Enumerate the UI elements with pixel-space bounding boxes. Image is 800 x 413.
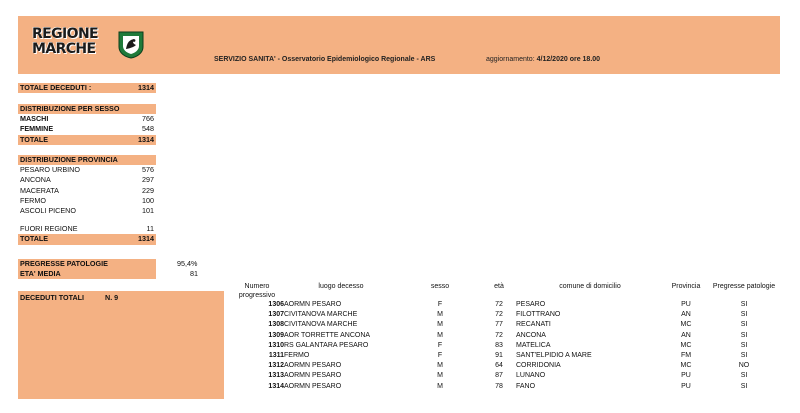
provincia-block (18, 155, 156, 245)
sesso-total-row (18, 135, 156, 145)
patologie-value: 95,4% (177, 259, 198, 268)
provincia-label: ASCOLI PICENO (20, 205, 76, 215)
cell-eta: 91 (495, 352, 503, 360)
cell-patologie: SI (740, 301, 748, 308)
maschi-value: 766 (142, 114, 154, 124)
patologie-row (18, 259, 156, 269)
cell-patologie: SI (740, 352, 748, 360)
cell-comune: ANCONA (516, 331, 546, 339)
cell-sesso: M (437, 362, 443, 370)
eta-row (18, 269, 156, 279)
table-row (230, 331, 780, 341)
cell-comune: FILOTTRANO (516, 311, 561, 319)
cell-comune: LUNANO (516, 372, 546, 380)
col-header-luogo: luogo decesso (318, 283, 364, 290)
cell-patologie: SI (740, 321, 748, 329)
provincia-label: PESARO URBINO (20, 165, 80, 175)
cell-luogo: AOR TORRETTE ANCONA (284, 331, 371, 339)
col-header-provincia: Provincia (671, 283, 701, 290)
cell-sesso: M (437, 311, 443, 319)
update-label: aggiornamento: (486, 56, 535, 63)
cell-numero: 1309 (268, 331, 284, 339)
cell-comune: SANT'ELPIDIO A MARE (516, 352, 592, 360)
cell-provincia: MC (680, 362, 692, 370)
cell-numero: 1313 (268, 372, 284, 380)
patologie-label: PREGRESSE PATOLOGIE (20, 259, 108, 268)
cell-sesso: M (437, 331, 443, 339)
cell-luogo: AORMN PESARO (284, 372, 342, 380)
provincia-label: ANCONA (20, 175, 51, 185)
regione-marche-emblem-icon (116, 29, 146, 59)
provincia-total-value: 1314 (138, 234, 154, 244)
col-header-numero: Numero progressivo (238, 283, 276, 299)
cell-numero: 1307 (268, 311, 284, 319)
stats-block (18, 259, 156, 279)
sesso-title-text: DISTRIBUZIONE PER SESSO (20, 104, 120, 113)
cell-numero: 1314 (268, 382, 284, 390)
cell-luogo: RS GALANTARA PESARO (284, 341, 369, 349)
update-info (486, 56, 600, 63)
cell-provincia: PU (681, 372, 691, 380)
cell-comune: MATELICA (516, 341, 551, 349)
table-row (230, 320, 780, 330)
cell-patologie: SI (740, 341, 748, 349)
provincia-value: 576 (142, 165, 154, 175)
cell-provincia: AN (681, 331, 691, 339)
cell-eta: 78 (495, 382, 503, 390)
regione-marche-logo (32, 27, 152, 65)
cell-patologie: NO (738, 362, 750, 370)
table-row (230, 341, 780, 351)
cell-numero: 1311 (268, 352, 284, 360)
cell-provincia: PU (681, 301, 691, 308)
col-header-comune: comune di domicilio (559, 283, 621, 290)
cell-provincia: MC (680, 321, 692, 329)
cell-provincia: FM (680, 352, 692, 360)
cell-comune: CORRIDONIA (516, 362, 561, 370)
cell-luogo: FERMO (284, 352, 310, 360)
cell-luogo: AORMN PESARO (284, 362, 342, 370)
cell-sesso: M (437, 382, 443, 390)
service-title: SERVIZIO SANITA' - Osservatorio Epidemiologico Regionale - ARS (214, 56, 436, 63)
totale-deceduti-row (18, 83, 156, 93)
cell-patologie: SI (740, 311, 748, 319)
provincia-total-row (18, 234, 156, 244)
cell-numero: 1306 (268, 301, 284, 308)
cell-comune: PESARO (516, 301, 546, 308)
col-header-sesso: sesso (430, 283, 450, 290)
spacer (18, 216, 156, 224)
col-header-patologie: Pregresse patologie (712, 283, 776, 290)
provincia-row (18, 175, 156, 185)
provincia-row (18, 206, 156, 216)
eta-label: ETA' MEDIA (20, 269, 61, 279)
cell-numero: 1312 (268, 362, 284, 370)
totale-deceduti-block (18, 83, 156, 93)
maschi-label: MASCHI (20, 114, 49, 124)
sesso-total-label: TOTALE (20, 134, 49, 144)
totale-deceduti-value: 1314 (138, 83, 154, 92)
provincia-value: 101 (142, 205, 154, 215)
cell-patologie: SI (740, 372, 748, 380)
cell-eta: 87 (495, 372, 503, 380)
cell-luogo: CIVITANOVA MARCHE (284, 321, 358, 329)
cell-luogo: AORMN PESARO (284, 301, 342, 308)
update-value: 4/12/2020 ore 18.00 (536, 56, 601, 63)
cell-comune: RECANATI (516, 321, 551, 329)
cell-eta: 72 (495, 311, 503, 319)
sesso-row (18, 114, 156, 124)
logo-wordmark: REGIONE MARCHE (32, 26, 99, 57)
cell-comune: FANO (516, 382, 536, 390)
deceduti-totali-label: DECEDUTI TOTALI (20, 293, 85, 302)
cell-numero: 1308 (268, 321, 284, 329)
sesso-block (18, 104, 156, 145)
provincia-row (18, 186, 156, 196)
cell-sesso: F (437, 301, 443, 308)
provincia-row (18, 196, 156, 206)
femmine-value: 548 (142, 124, 154, 134)
provincia-value: 297 (142, 175, 154, 185)
cell-provincia: PU (681, 382, 691, 390)
cell-provincia: MC (680, 341, 692, 349)
cell-eta: 72 (495, 301, 503, 308)
cell-patologie: SI (740, 382, 748, 390)
cell-sesso: F (437, 341, 443, 349)
table-row (230, 361, 780, 371)
provincia-value: 100 (142, 195, 154, 205)
cell-eta: 72 (495, 331, 503, 339)
provincia-label: MACERATA (20, 185, 59, 195)
provincia-title (18, 155, 156, 165)
table-row (230, 310, 780, 320)
deceduti-totali-count: N. 9 (105, 293, 119, 302)
fuori-regione-label: FUORI REGIONE (20, 224, 78, 234)
eta-value: 81 (190, 269, 198, 278)
cell-luogo: AORMN PESARO (284, 382, 342, 390)
header-banner (18, 16, 780, 74)
cell-sesso: M (437, 372, 443, 380)
table-row (230, 382, 780, 392)
fuori-regione-row (18, 224, 156, 234)
cell-luogo: CIVITANOVA MARCHE (284, 311, 358, 319)
provincia-title-text: DISTRIBUZIONE PROVINCIA (20, 155, 118, 164)
provincia-label: FERMO (20, 195, 46, 205)
cell-eta: 77 (495, 321, 503, 329)
provincia-row (18, 165, 156, 175)
cell-eta: 64 (495, 362, 503, 370)
deceased-table (230, 282, 780, 392)
sesso-total-value: 1314 (138, 134, 154, 144)
provincia-value: 229 (142, 185, 154, 195)
cell-eta: 83 (495, 341, 503, 349)
provincia-total-label: TOTALE (20, 234, 49, 244)
table-row (230, 351, 780, 361)
cell-provincia: AN (681, 311, 691, 319)
cell-sesso: M (437, 321, 443, 329)
fuori-regione-value: 11 (146, 224, 154, 234)
table-header-row (230, 282, 780, 300)
sesso-title (18, 104, 156, 114)
cell-patologie: SI (740, 331, 748, 339)
sesso-row (18, 124, 156, 134)
totale-deceduti-label: TOTALE DECEDUTI : (20, 83, 92, 92)
table-row (230, 300, 780, 310)
table-row (230, 371, 780, 381)
col-header-eta: età (494, 283, 504, 290)
femmine-label: FEMMINE (20, 124, 54, 134)
cell-numero: 1310 (268, 341, 284, 349)
deceduti-totali-box (18, 291, 224, 399)
cell-sesso: F (437, 352, 443, 360)
